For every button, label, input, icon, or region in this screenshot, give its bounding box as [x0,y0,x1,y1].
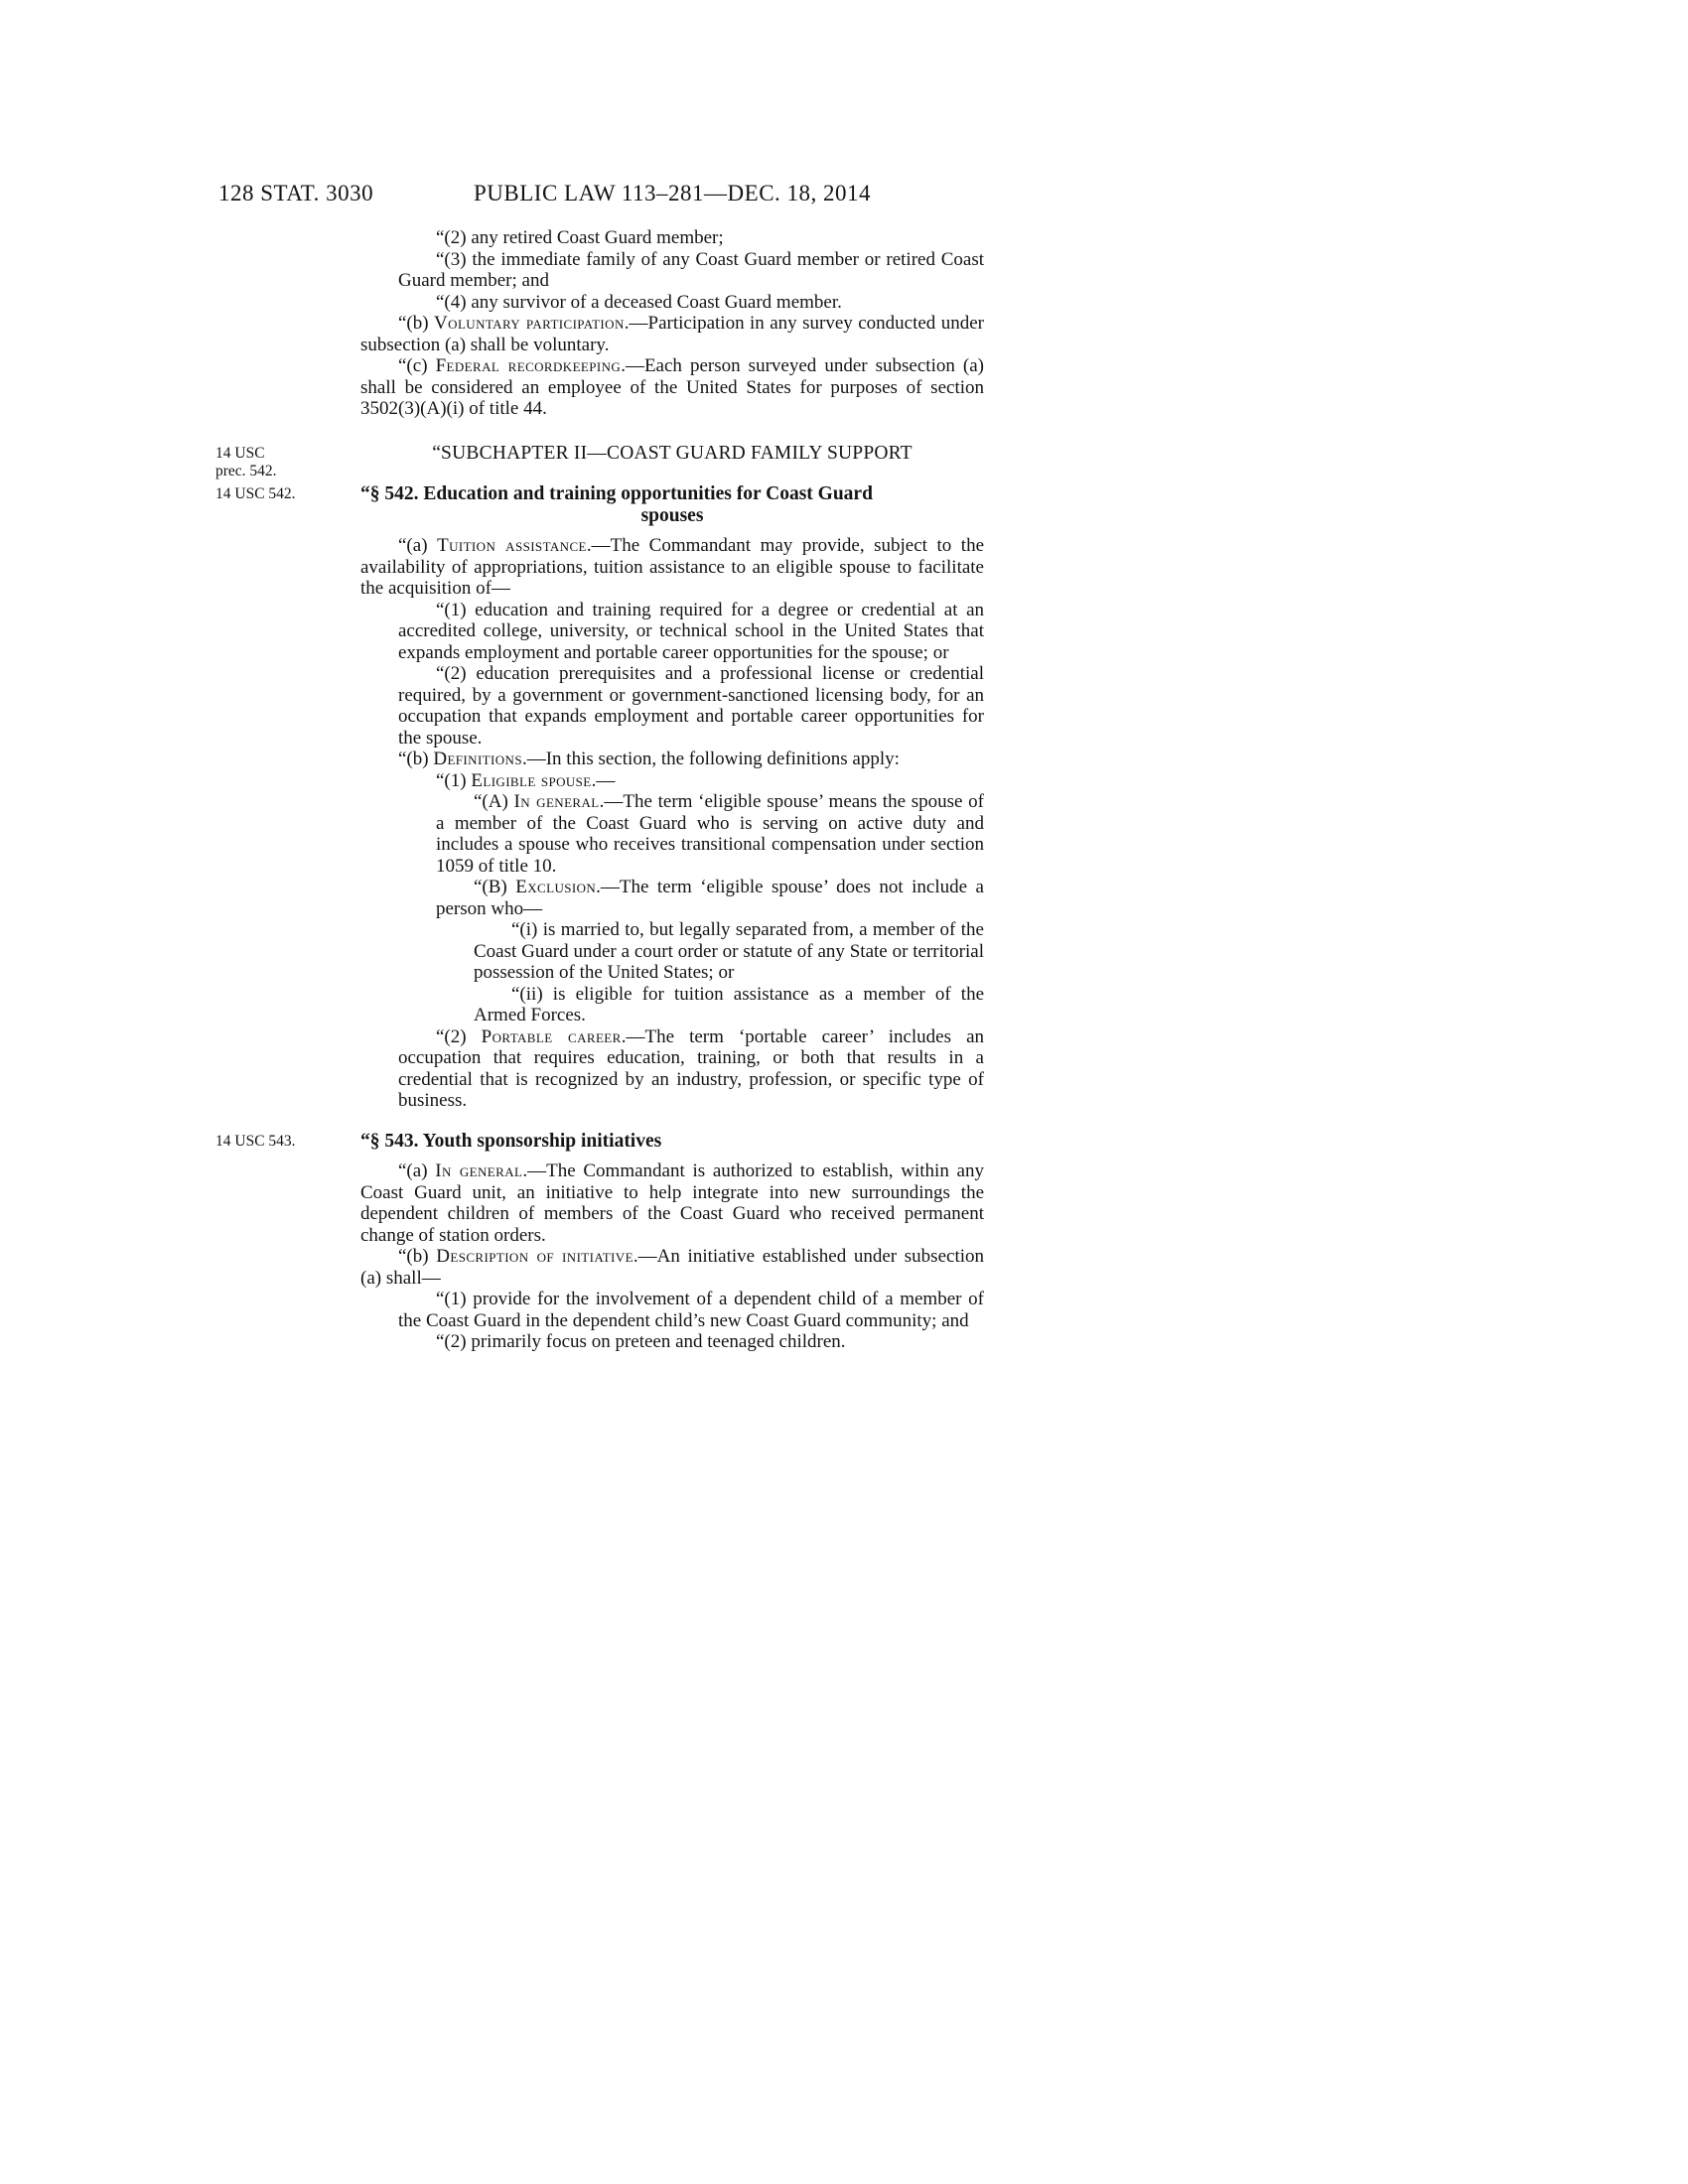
margin-note [215,485,354,504]
text-run: .—The term ‘portable career’ includes an occupation that requires education, training, or both that results in a credential that is recognized by an industry, profession, or specific type of business. [398,1025,985,1111]
text-run: .—The term ‘eligible spouse’ means the spouse of a member of the Coast Guard who is serving on active duty and includes a spouse who receives transitional compensation under section 1059 of title 10. [436,791,984,877]
statute-heading-term: Eligible spouse [471,769,592,791]
text-run: “(b) [398,749,434,769]
text-run: “(a) [398,535,438,556]
subchapter-heading [215,442,984,479]
statute-heading-term: Portable career [481,1025,622,1047]
text-run: .—The term ‘eligible spouse’ does not include a person who— [436,877,984,919]
text-run: .— [591,769,616,791]
text-run: .—The Commandant is authorized to establish, within any Coast Guard unit, an initiative to help integrate into new surroundings the dependent children of members of the Coast Guard who received permanent change of station orders. [360,1160,984,1246]
statute-paragraph [398,1026,984,1112]
statute-paragraph [398,227,984,249]
statute-paragraph [398,249,984,292]
text-run: “(3) the immediate family of any Coast Guard member or retired Coast Guard member; and [398,248,984,291]
statute-paragraph [360,1246,984,1289]
text-run: “(c) [398,355,436,376]
margin-note-line: 14 USC 542. [215,485,296,502]
margin-note [215,445,354,481]
section-heading-line: spouses [640,504,704,526]
text-run: .—An initiative established under subsection (a) shall— [360,1246,984,1289]
statute-paragraph [398,770,984,792]
statute-paragraph [360,749,984,770]
document-body [215,227,985,1353]
section-heading [215,1130,984,1153]
statute-paragraph [360,1160,984,1246]
statute-paragraph [398,292,984,314]
statute-paragraph [360,535,984,600]
text-run: “(B) [474,877,516,897]
margin-note-line: prec. 542. [215,463,277,479]
text-run: “(2) education prerequisites and a professional license or credential required, by a government or government-sanctioned licensing body, for an occupation that expands employment and portable career opportunities for the spouse. [398,663,984,749]
statute-heading-term: Definitions [433,749,522,769]
margin-note-line: 14 USC 543. [215,1132,296,1150]
text-run: .—In this section, the following definitions apply: [521,749,900,769]
text-run: .—The Commandant may provide, subject to the availability of appropriations, tuition assistance to an eligible spouse to facilitate the acquisition of— [360,535,984,599]
subchapter-heading-text: “SUBCHAPTER II—COAST GUARD FAMILY SUPPORT [432,442,913,464]
statute-heading-term: In general [435,1160,523,1181]
statute-paragraph [398,600,984,664]
statute-heading-term: Voluntary participation [434,313,625,334]
text-run: “(b) [398,313,435,334]
statute-heading-term: Exclusion [515,877,597,897]
margin-note [215,1133,354,1152]
text-run: “(1) provide for the involvement of a dependent child of a member of the Coast Guard in the dependent child’s new Coast Guard community; and [398,1289,984,1331]
text-run: “(2) any retired Coast Guard member; [436,227,724,248]
statute-heading-term: Federal recordkeeping [435,355,622,376]
statute-paragraph [436,877,984,919]
section-heading-line: “§ 543. Youth sponsorship initiatives [360,1130,662,1152]
statute-paragraph [398,1331,984,1353]
statute-paragraph [398,663,984,749]
statute-paragraph [474,919,984,984]
law-title: PUBLIC LAW 113–281—DEC. 18, 2014 [474,181,872,205]
text-run: “(ii) is eligible for tuition assistance as a member of the Armed Forces. [474,983,984,1025]
statute-heading-term: Tuition assistance [437,535,587,556]
section-heading-line: “§ 542. Education and training opportunities for Coast Guard [360,483,873,504]
text-run: .—Each person surveyed under subsection (a) shall be considered an employee of the United States for purposes of section 3502(3)(A)(i) of title 44. [360,355,984,419]
text-run: “(1) [436,769,472,791]
text-run: “(a) [398,1160,436,1181]
text-run: “(2) [436,1025,482,1047]
statute-heading-term: In general [513,791,600,812]
statute-paragraph [436,791,984,877]
statute-paragraph [360,313,984,355]
statute-paragraph [360,355,984,420]
text-run: “(i) is married to, but legally separated from, a member of the Coast Guard under a court order or statute of any State or territorial possession of the United States; or [474,919,984,983]
text-run: “(1) education and training required for a degree or credential at an accredited college, university, or technical school in the United States that expands employment and portable career opportunities for the spouse; or [398,599,984,663]
statute-paragraph [398,1289,984,1331]
text-run: .—Participation in any survey conducted under subsection (a) shall be voluntary. [360,313,984,355]
text-run: “(4) any survivor of a deceased Coast Guard member. [436,291,842,313]
stat-page-number: 128 STAT. 3030 [218,181,374,205]
section-heading [215,483,984,526]
text-run: “(A) [474,791,514,812]
text-run: “(b) [398,1246,437,1267]
statute-paragraph [474,984,984,1026]
margin-note-line: 14 USC [215,444,265,462]
statute-heading-term: Description of initiative [436,1246,633,1267]
text-run: “(2) primarily focus on preteen and teenaged children. [436,1331,846,1352]
